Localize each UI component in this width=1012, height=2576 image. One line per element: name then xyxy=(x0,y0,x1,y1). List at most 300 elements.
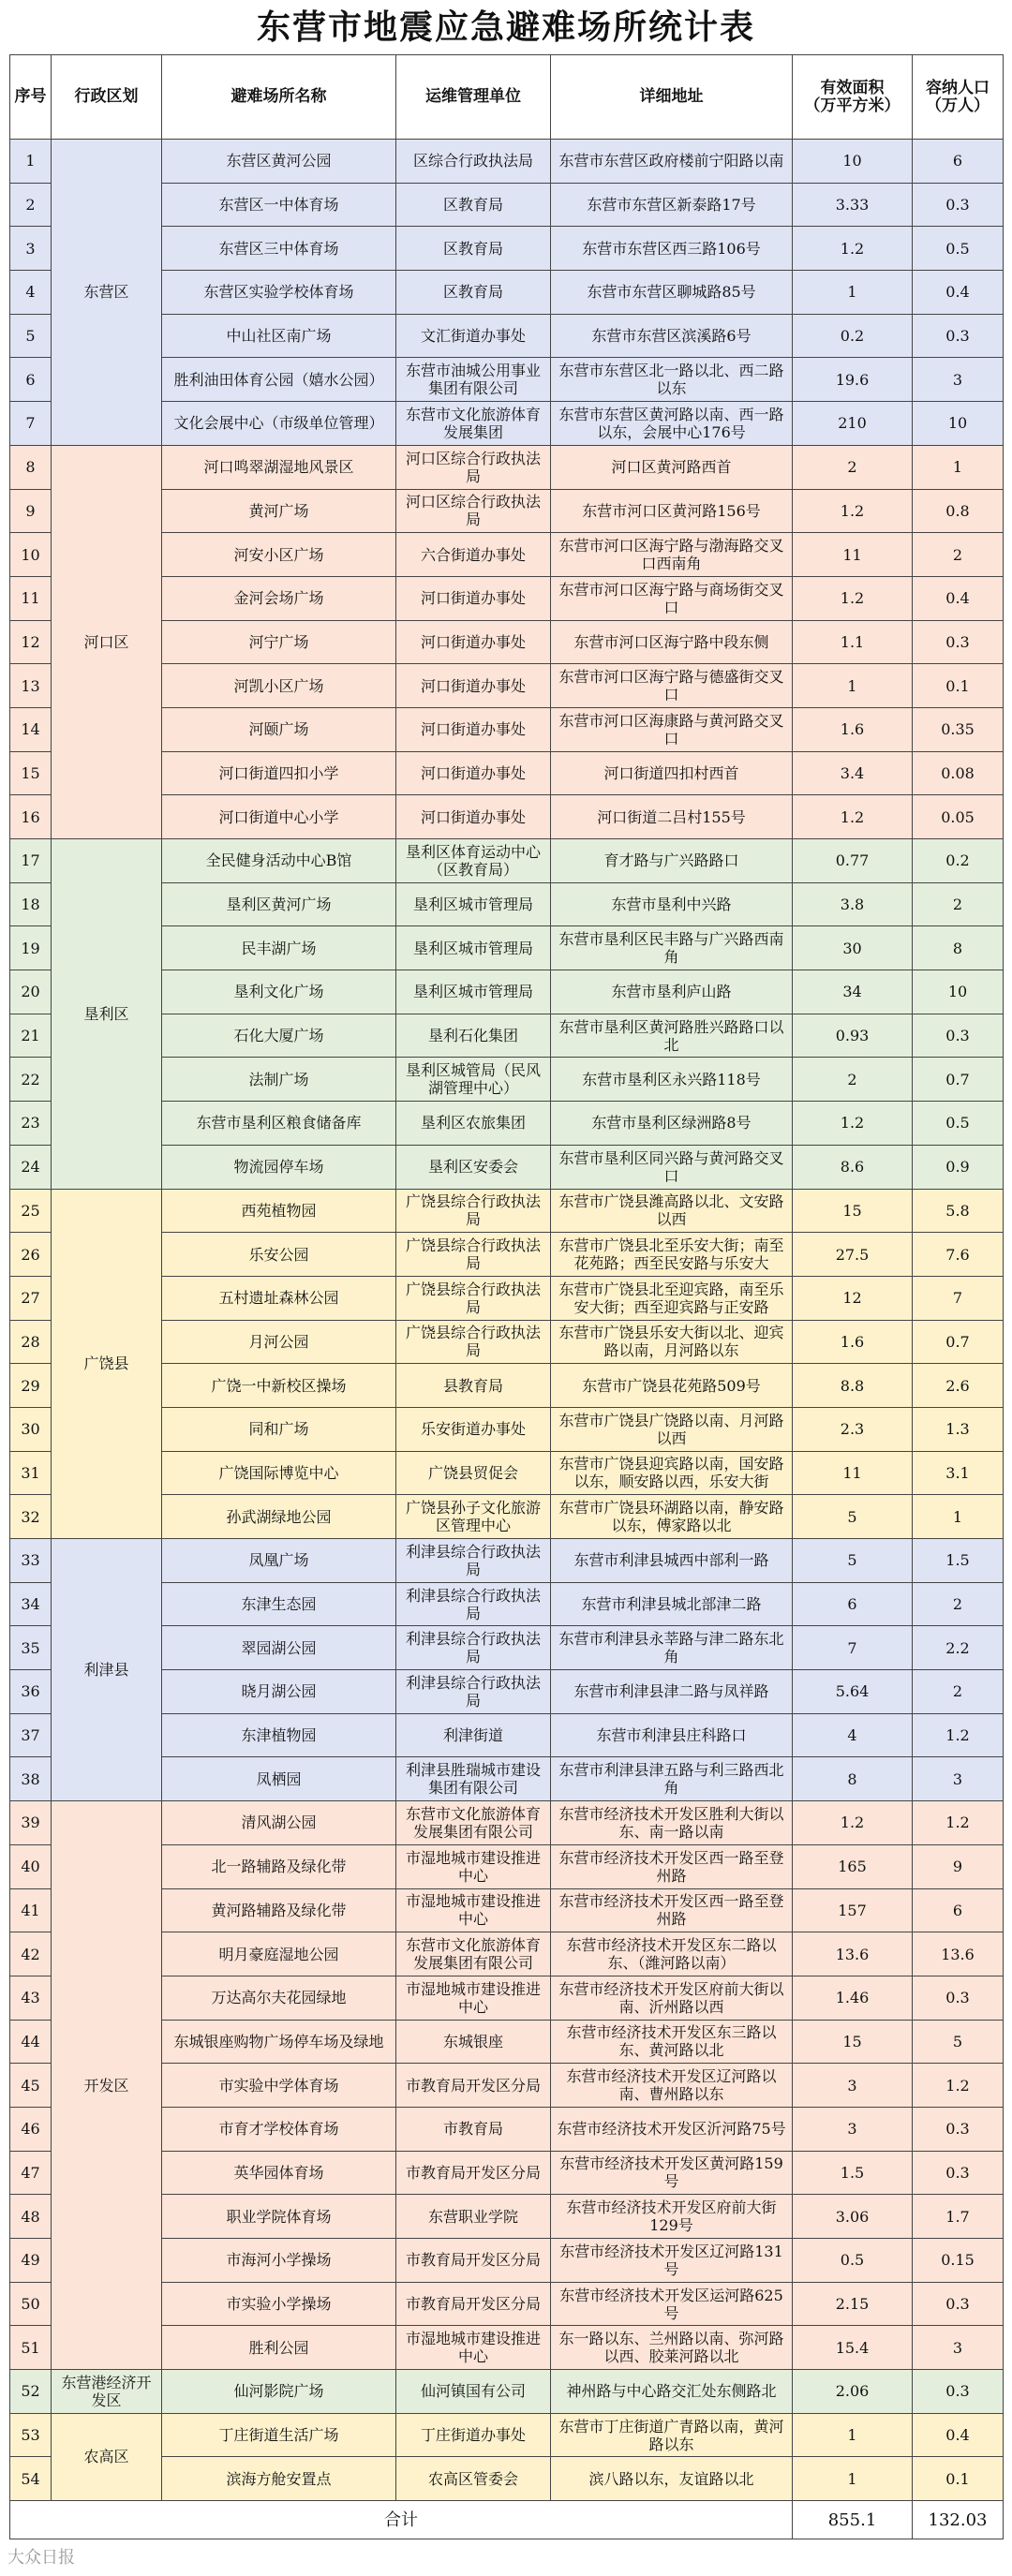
cell-area: 4 xyxy=(793,1713,913,1757)
cell-no: 27 xyxy=(10,1276,52,1320)
cell-no: 32 xyxy=(10,1495,52,1539)
cell-no: 47 xyxy=(10,2151,52,2195)
cell-capacity: 0.35 xyxy=(913,707,1004,751)
cell-name: 英华园体育场 xyxy=(162,2151,396,2195)
cell-name: 乐安公园 xyxy=(162,1233,396,1277)
cell-address: 东营市东营区西三路106号 xyxy=(551,227,793,271)
cell-no: 7 xyxy=(10,402,52,446)
cell-address: 东营市垦利中兴路 xyxy=(551,882,793,926)
cell-no: 49 xyxy=(10,2239,52,2283)
cell-unit: 市教育局 xyxy=(396,2107,551,2151)
cell-name: 晓月湖公园 xyxy=(162,1670,396,1714)
cell-area: 12 xyxy=(793,1276,913,1320)
cell-address: 东营市东营区政府楼前宁阳路以南 xyxy=(551,140,793,184)
cell-no: 45 xyxy=(10,2064,52,2108)
table-row xyxy=(10,1189,1004,1233)
cell-area: 1.6 xyxy=(793,707,913,751)
cell-capacity: 0.4 xyxy=(913,271,1004,315)
cell-unit: 市湿地城市建设推进中心 xyxy=(396,1976,551,2020)
cell-no: 3 xyxy=(10,227,52,271)
cell-capacity: 3.1 xyxy=(913,1451,1004,1495)
cell-no: 40 xyxy=(10,1844,52,1888)
cell-area: 1 xyxy=(793,2457,913,2501)
cell-name: 河颐广场 xyxy=(162,707,396,751)
cell-area: 0.77 xyxy=(793,839,913,883)
header-capacity: 容纳人口 （万人） xyxy=(913,55,1004,140)
cell-area: 8.8 xyxy=(793,1364,913,1408)
cell-area: 15.4 xyxy=(793,2326,913,2370)
cell-unit: 广饶县孙子文化旅游区管理中心 xyxy=(396,1495,551,1539)
cell-name: 黄河广场 xyxy=(162,489,396,533)
cell-capacity: 0.7 xyxy=(913,1058,1004,1102)
cell-area: 0.93 xyxy=(793,1014,913,1058)
cell-capacity: 3 xyxy=(913,2326,1004,2370)
cell-no: 53 xyxy=(10,2413,52,2457)
cell-unit: 广饶县综合行政执法局 xyxy=(396,1233,551,1277)
cell-no: 31 xyxy=(10,1451,52,1495)
cell-capacity: 0.3 xyxy=(913,183,1004,227)
cell-no: 52 xyxy=(10,2370,52,2414)
cell-name: 广饶国际博览中心 xyxy=(162,1451,396,1495)
cell-no: 24 xyxy=(10,1145,52,1189)
cell-unit: 河口街道办事处 xyxy=(396,664,551,708)
cell-address: 东营市广饶县环湖路以南，静安路以东，傅家路以北 xyxy=(551,1495,793,1539)
cell-unit: 广饶县综合行政执法局 xyxy=(396,1189,551,1233)
cell-unit: 仙河镇国有公司 xyxy=(396,2370,551,2414)
cell-capacity: 2 xyxy=(913,882,1004,926)
cell-capacity: 0.1 xyxy=(913,2457,1004,2501)
cell-name: 河口街道中心小学 xyxy=(162,795,396,839)
cell-capacity: 0.5 xyxy=(913,227,1004,271)
cell-no: 30 xyxy=(10,1407,52,1451)
cell-name: 石化大厦广场 xyxy=(162,1014,396,1058)
cell-address: 河口街道四扣村西首 xyxy=(551,751,793,795)
table-row xyxy=(10,445,1004,489)
cell-no: 46 xyxy=(10,2107,52,2151)
cell-unit: 河口街道办事处 xyxy=(396,707,551,751)
cell-name: 市海河小学操场 xyxy=(162,2239,396,2283)
cell-address: 东营市河口区海康路与黄河路交叉口 xyxy=(551,707,793,751)
cell-unit: 河口区综合行政执法局 xyxy=(396,489,551,533)
total-area: 855.1 xyxy=(793,2501,913,2539)
cell-unit: 东城银座 xyxy=(396,2020,551,2064)
cell-area: 165 xyxy=(793,1844,913,1888)
cell-unit: 利津县综合行政执法局 xyxy=(396,1582,551,1626)
cell-name: 黄河路辅路及绿化带 xyxy=(162,1888,396,1932)
cell-area: 3.33 xyxy=(793,183,913,227)
cell-name: 西苑植物园 xyxy=(162,1189,396,1233)
cell-name: 同和广场 xyxy=(162,1407,396,1451)
cell-address: 东营市东营区聊城路85号 xyxy=(551,271,793,315)
cell-unit: 广饶县综合行政执法局 xyxy=(396,1320,551,1364)
cell-capacity: 10 xyxy=(913,402,1004,446)
table-row xyxy=(10,2370,1004,2414)
cell-address: 河口街道二吕村155号 xyxy=(551,795,793,839)
cell-area: 1.2 xyxy=(793,1801,913,1845)
cell-area: 11 xyxy=(793,1451,913,1495)
cell-address: 东营市经济技术开发区辽河路131号 xyxy=(551,2239,793,2283)
cell-no: 28 xyxy=(10,1320,52,1364)
cell-capacity: 0.8 xyxy=(913,489,1004,533)
cell-name: 物流园停车场 xyxy=(162,1145,396,1189)
cell-name: 广饶一中新校区操场 xyxy=(162,1364,396,1408)
cell-unit: 广饶县贸促会 xyxy=(396,1451,551,1495)
cell-area: 1 xyxy=(793,271,913,315)
cell-area: 2.06 xyxy=(793,2370,913,2414)
table-row xyxy=(10,140,1004,184)
cell-address: 东营市东营区黄河路以南、西一路以东，会展中心176号 xyxy=(551,402,793,446)
cell-capacity: 2 xyxy=(913,1582,1004,1626)
cell-capacity: 0.3 xyxy=(913,2370,1004,2414)
cell-area: 3 xyxy=(793,2107,913,2151)
cell-no: 10 xyxy=(10,533,52,577)
cell-name: 月河公园 xyxy=(162,1320,396,1364)
cell-no: 26 xyxy=(10,1233,52,1277)
cell-capacity: 0.7 xyxy=(913,1320,1004,1364)
cell-unit: 东营职业学院 xyxy=(396,2195,551,2239)
cell-address: 东营市广饶县潍高路以北、文安路以西 xyxy=(551,1189,793,1233)
cell-unit: 利津街道 xyxy=(396,1713,551,1757)
cell-capacity: 1.3 xyxy=(913,1407,1004,1451)
header-address: 详细地址 xyxy=(551,55,793,140)
cell-area: 27.5 xyxy=(793,1233,913,1277)
cell-no: 38 xyxy=(10,1757,52,1801)
cell-address: 滨八路以东，友谊路以北 xyxy=(551,2457,793,2501)
cell-no: 54 xyxy=(10,2457,52,2501)
cell-area: 2 xyxy=(793,445,913,489)
cell-name: 五村遗址森林公园 xyxy=(162,1276,396,1320)
cell-name: 河凯小区广场 xyxy=(162,664,396,708)
cell-name: 东营区一中体育场 xyxy=(162,183,396,227)
cell-address: 东营市广饶县广饶路以南、月河路以西 xyxy=(551,1407,793,1451)
table-header-row xyxy=(10,55,1004,140)
cell-no: 41 xyxy=(10,1888,52,1932)
cell-unit: 市教育局开发区分局 xyxy=(396,2239,551,2283)
cell-area: 13.6 xyxy=(793,1932,913,1976)
cell-no: 44 xyxy=(10,2020,52,2064)
cell-area: 19.6 xyxy=(793,358,913,402)
cell-unit: 河口街道办事处 xyxy=(396,795,551,839)
header-unit: 运维管理单位 xyxy=(396,55,551,140)
cell-address: 东营市经济技术开发区黄河路159号 xyxy=(551,2151,793,2195)
cell-capacity: 1 xyxy=(913,1495,1004,1539)
cell-name: 全民健身活动中心B馆 xyxy=(162,839,396,883)
cell-capacity: 0.08 xyxy=(913,751,1004,795)
cell-no: 8 xyxy=(10,445,52,489)
cell-address: 东营市经济技术开发区东二路以东、（潍河路以南） xyxy=(551,1932,793,1976)
cell-no: 48 xyxy=(10,2195,52,2239)
cell-unit: 垦利区城市管理局 xyxy=(396,926,551,970)
cell-area: 1.2 xyxy=(793,795,913,839)
cell-district: 广饶县 xyxy=(52,1189,162,1539)
cell-name: 河口街道四扣小学 xyxy=(162,751,396,795)
cell-no: 11 xyxy=(10,576,52,620)
watermark-logo: 大众日报 xyxy=(7,2548,75,2568)
cell-address: 河口区黄河路西首 xyxy=(551,445,793,489)
cell-no: 18 xyxy=(10,882,52,926)
cell-area: 1.1 xyxy=(793,620,913,664)
cell-name: 东津植物园 xyxy=(162,1713,396,1757)
cell-no: 5 xyxy=(10,314,52,358)
cell-name: 孙武湖绿地公园 xyxy=(162,1495,396,1539)
cell-area: 2 xyxy=(793,1058,913,1102)
cell-area: 3 xyxy=(793,2064,913,2108)
header-name: 避难场所名称 xyxy=(162,55,396,140)
cell-address: 神州路与中心路交汇处东侧路北 xyxy=(551,2370,793,2414)
cell-area: 7 xyxy=(793,1626,913,1670)
cell-capacity: 1.2 xyxy=(913,1713,1004,1757)
cell-name: 东营市垦利区粮食储备库 xyxy=(162,1102,396,1146)
cell-unit: 乐安街道办事处 xyxy=(396,1407,551,1451)
table-body xyxy=(10,140,1004,2501)
cell-unit: 市湿地城市建设推进中心 xyxy=(396,1888,551,1932)
cell-capacity: 0.3 xyxy=(913,620,1004,664)
cell-no: 51 xyxy=(10,2326,52,2370)
cell-no: 33 xyxy=(10,1539,52,1583)
cell-name: 东营区实验学校体育场 xyxy=(162,271,396,315)
cell-name: 法制广场 xyxy=(162,1058,396,1102)
cell-capacity: 9 xyxy=(913,1844,1004,1888)
cell-district: 利津县 xyxy=(52,1539,162,1801)
cell-capacity: 5 xyxy=(913,2020,1004,2064)
cell-address: 东营市利津县庄科路口 xyxy=(551,1713,793,1757)
cell-area: 1.46 xyxy=(793,1976,913,2020)
cell-capacity: 0.3 xyxy=(913,2107,1004,2151)
cell-name: 仙河影院广场 xyxy=(162,2370,396,2414)
cell-capacity: 7 xyxy=(913,1276,1004,1320)
cell-name: 胜利公园 xyxy=(162,2326,396,2370)
cell-area: 1.6 xyxy=(793,1320,913,1364)
cell-capacity: 6 xyxy=(913,140,1004,184)
cell-address: 东营市经济技术开发区府前大街以南、沂州路以西 xyxy=(551,1976,793,2020)
cell-area: 5 xyxy=(793,1539,913,1583)
cell-unit: 市教育局开发区分局 xyxy=(396,2282,551,2326)
cell-name: 清风湖公园 xyxy=(162,1801,396,1845)
cell-unit: 垦利区城市管理局 xyxy=(396,970,551,1014)
cell-capacity: 0.5 xyxy=(913,1102,1004,1146)
cell-no: 14 xyxy=(10,707,52,751)
total-label: 合计 xyxy=(10,2501,793,2539)
cell-name: 垦利文化广场 xyxy=(162,970,396,1014)
cell-name: 东营区三中体育场 xyxy=(162,227,396,271)
cell-unit: 河口区综合行政执法局 xyxy=(396,445,551,489)
cell-unit: 区教育局 xyxy=(396,227,551,271)
cell-address: 东营市河口区黄河路156号 xyxy=(551,489,793,533)
cell-no: 12 xyxy=(10,620,52,664)
cell-no: 6 xyxy=(10,358,52,402)
cell-name: 东城银座购物广场停车场及绿地 xyxy=(162,2020,396,2064)
cell-area: 3.4 xyxy=(793,751,913,795)
cell-address: 东营市广饶县乐安大街以北、迎宾路以南，月河路以东 xyxy=(551,1320,793,1364)
cell-unit: 利津县综合行政执法局 xyxy=(396,1626,551,1670)
cell-unit: 县教育局 xyxy=(396,1364,551,1408)
cell-unit: 区综合行政执法局 xyxy=(396,140,551,184)
cell-address: 东营市利津县津五路与利三路西北角 xyxy=(551,1757,793,1801)
cell-no: 19 xyxy=(10,926,52,970)
cell-capacity: 1.5 xyxy=(913,1539,1004,1583)
cell-name: 凤凰广场 xyxy=(162,1539,396,1583)
cell-name: 凤栖园 xyxy=(162,1757,396,1801)
cell-district: 开发区 xyxy=(52,1801,162,2370)
total-row xyxy=(10,2501,1004,2539)
cell-area: 1 xyxy=(793,2413,913,2457)
cell-unit: 东营市油城公用事业集团有限公司 xyxy=(396,358,551,402)
cell-name: 职业学院体育场 xyxy=(162,2195,396,2239)
cell-no: 16 xyxy=(10,795,52,839)
cell-address: 东营市垦利区同兴路与黄河路交叉口 xyxy=(551,1145,793,1189)
cell-capacity: 3 xyxy=(913,358,1004,402)
cell-area: 1.2 xyxy=(793,1102,913,1146)
cell-address: 东营市垦利庐山路 xyxy=(551,970,793,1014)
table-row xyxy=(10,1801,1004,1845)
cell-area: 210 xyxy=(793,402,913,446)
cell-area: 30 xyxy=(793,926,913,970)
cell-area: 8 xyxy=(793,1757,913,1801)
cell-no: 25 xyxy=(10,1189,52,1233)
cell-name: 胜利油田体育公园（嬉水公园） xyxy=(162,358,396,402)
cell-name: 民丰湖广场 xyxy=(162,926,396,970)
cell-name: 万达高尔夫花园绿地 xyxy=(162,1976,396,2020)
cell-unit: 市湿地城市建设推进中心 xyxy=(396,1844,551,1888)
cell-capacity: 0.3 xyxy=(913,1976,1004,2020)
cell-address: 东营市河口区海宁路与德盛街交叉口 xyxy=(551,664,793,708)
cell-name: 文化会展中心（市级单位管理） xyxy=(162,402,396,446)
cell-area: 5.64 xyxy=(793,1670,913,1714)
cell-address: 东营市经济技术开发区沂河路75号 xyxy=(551,2107,793,2151)
cell-no: 22 xyxy=(10,1058,52,1102)
cell-area: 2.15 xyxy=(793,2282,913,2326)
shelter-table xyxy=(9,54,1004,2539)
cell-name: 滨海方舱安置点 xyxy=(162,2457,396,2501)
cell-capacity: 6 xyxy=(913,1888,1004,1932)
cell-capacity: 0.1 xyxy=(913,664,1004,708)
cell-address: 东营市经济技术开发区辽河路以南、曹州路以东 xyxy=(551,2064,793,2108)
cell-unit: 垦利区城管局（民风湖管理中心） xyxy=(396,1058,551,1102)
cell-address: 育才路与广兴路路口 xyxy=(551,839,793,883)
cell-capacity: 2 xyxy=(913,1670,1004,1714)
cell-name: 河安小区广场 xyxy=(162,533,396,577)
cell-no: 35 xyxy=(10,1626,52,1670)
cell-unit: 东营市文化旅游体育发展集团 xyxy=(396,402,551,446)
cell-no: 17 xyxy=(10,839,52,883)
cell-address: 东营市东营区北一路以北、西二路以东 xyxy=(551,358,793,402)
cell-unit: 河口街道办事处 xyxy=(396,620,551,664)
cell-name: 河口鸣翠湖湿地风景区 xyxy=(162,445,396,489)
cell-address: 东营市东营区滨溪路6号 xyxy=(551,314,793,358)
cell-capacity: 0.3 xyxy=(913,1014,1004,1058)
cell-district: 农高区 xyxy=(52,2413,162,2500)
cell-address: 东营市利津县永莘路与津二路东北角 xyxy=(551,1626,793,1670)
cell-unit: 东营市文化旅游体育发展集团有限公司 xyxy=(396,1932,551,1976)
cell-capacity: 5.8 xyxy=(913,1189,1004,1233)
cell-name: 河宁广场 xyxy=(162,620,396,664)
cell-address: 东营市广饶县北至乐安大街；南至花苑路；西至民安路与乐安大 xyxy=(551,1233,793,1277)
header-district: 行政区划 xyxy=(52,55,162,140)
cell-district: 东营区 xyxy=(52,140,162,446)
cell-capacity: 0.4 xyxy=(913,576,1004,620)
cell-address: 东一路以东、兰州路以南、弥河路以西、胶莱河路以北 xyxy=(551,2326,793,2370)
cell-no: 39 xyxy=(10,1801,52,1845)
cell-unit: 东营市文化旅游体育发展集团有限公司 xyxy=(396,1801,551,1845)
cell-unit: 市教育局开发区分局 xyxy=(396,2064,551,2108)
cell-name: 北一路辅路及绿化带 xyxy=(162,1844,396,1888)
cell-no: 43 xyxy=(10,1976,52,2020)
cell-unit: 广饶县综合行政执法局 xyxy=(396,1276,551,1320)
cell-address: 东营市河口区海宁路与商场街交叉口 xyxy=(551,576,793,620)
cell-capacity: 0.15 xyxy=(913,2239,1004,2283)
cell-no: 23 xyxy=(10,1102,52,1146)
cell-unit: 垦利区农旅集团 xyxy=(396,1102,551,1146)
cell-name: 翠园湖公园 xyxy=(162,1626,396,1670)
cell-area: 0.5 xyxy=(793,2239,913,2283)
cell-district: 河口区 xyxy=(52,445,162,838)
cell-capacity: 1.2 xyxy=(913,2064,1004,2108)
cell-area: 157 xyxy=(793,1888,913,1932)
cell-address: 东营市垦利区黄河路胜兴路路口以北 xyxy=(551,1014,793,1058)
cell-no: 2 xyxy=(10,183,52,227)
cell-area: 15 xyxy=(793,1189,913,1233)
page-title: 东营市地震应急避难场所统计表 xyxy=(256,7,755,47)
cell-unit: 利津县综合行政执法局 xyxy=(396,1539,551,1583)
cell-area: 15 xyxy=(793,2020,913,2064)
cell-area: 1.2 xyxy=(793,489,913,533)
cell-address: 东营市广饶县迎宾路以南，国安路以东，顺安路以西，乐安大街 xyxy=(551,1451,793,1495)
cell-capacity: 8 xyxy=(913,926,1004,970)
cell-name: 金河会场广场 xyxy=(162,576,396,620)
cell-address: 东营市利津县津二路与凤祥路 xyxy=(551,1670,793,1714)
cell-area: 5 xyxy=(793,1495,913,1539)
cell-unit: 丁庄街道办事处 xyxy=(396,2413,551,2457)
cell-capacity: 7.6 xyxy=(913,1233,1004,1277)
cell-address: 东营市丁庄街道广青路以南，黄河路以东 xyxy=(551,2413,793,2457)
cell-area: 34 xyxy=(793,970,913,1014)
cell-unit: 利津县胜瑞城市建设集团有限公司 xyxy=(396,1757,551,1801)
cell-no: 37 xyxy=(10,1713,52,1757)
cell-area: 2.3 xyxy=(793,1407,913,1451)
cell-unit: 六合街道办事处 xyxy=(396,533,551,577)
header-area: 有效面积 （万平方米） xyxy=(793,55,913,140)
cell-no: 13 xyxy=(10,664,52,708)
cell-capacity: 1.2 xyxy=(913,1801,1004,1845)
cell-capacity: 13.6 xyxy=(913,1932,1004,1976)
cell-name: 丁庄街道生活广场 xyxy=(162,2413,396,2457)
table-row xyxy=(10,2413,1004,2457)
cell-address: 东营市利津县城西中部利一路 xyxy=(551,1539,793,1583)
cell-capacity: 0.4 xyxy=(913,2413,1004,2457)
cell-no: 9 xyxy=(10,489,52,533)
cell-capacity: 0.2 xyxy=(913,839,1004,883)
cell-no: 50 xyxy=(10,2282,52,2326)
cell-capacity: 0.3 xyxy=(913,2282,1004,2326)
cell-name: 市实验小学操场 xyxy=(162,2282,396,2326)
cell-district: 东营港经济开发区 xyxy=(52,2370,162,2414)
cell-capacity: 0.05 xyxy=(913,795,1004,839)
cell-no: 21 xyxy=(10,1014,52,1058)
cell-area: 1 xyxy=(793,664,913,708)
cell-unit: 区教育局 xyxy=(396,183,551,227)
cell-address: 东营市经济技术开发区东三路以东、黄河路以北 xyxy=(551,2020,793,2064)
cell-address: 东营市经济技术开发区府前大街129号 xyxy=(551,2195,793,2239)
cell-unit: 利津县综合行政执法局 xyxy=(396,1670,551,1714)
cell-unit: 区教育局 xyxy=(396,271,551,315)
cell-area: 6 xyxy=(793,1582,913,1626)
cell-address: 东营市垦利区民丰路与广兴路西南角 xyxy=(551,926,793,970)
cell-address: 东营市经济技术开发区胜利大街以东、南一路以南 xyxy=(551,1801,793,1845)
cell-unit: 市湿地城市建设推进中心 xyxy=(396,2326,551,2370)
cell-name: 中山社区南广场 xyxy=(162,314,396,358)
cell-area: 0.2 xyxy=(793,314,913,358)
cell-area: 3.8 xyxy=(793,882,913,926)
